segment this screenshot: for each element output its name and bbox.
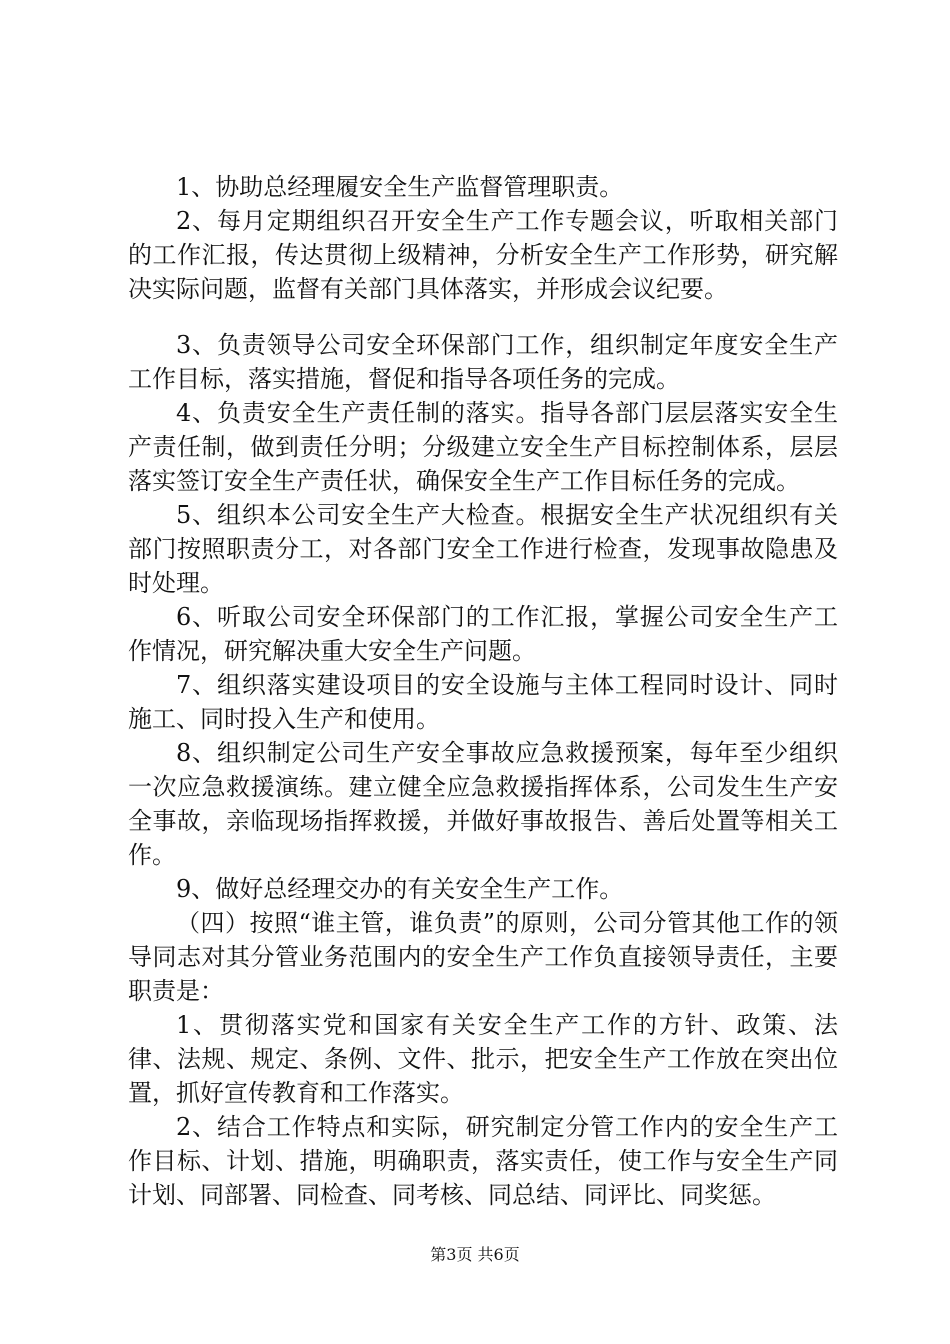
paragraph-4: 4、负责安全生产责任制的落实。指导各部门层层落实安全生产责任制，做到责任分明；分级建立安全生产目标控制体系，层层落实签订安全生产责任状，确保安全生产工作目标任务的完成。 [128, 399, 838, 495]
page-number-footer: 第3页 共6页 [430, 1245, 520, 1264]
paragraph-1: 1、协助总经理履安全生产监督管理职责。 [176, 173, 624, 201]
paragraph-6: 6、听取公司安全环保部门的工作汇报，掌握公司安全生产工作情况，研究解决重大安全生产问题。 [128, 603, 838, 665]
paragraph-3: 3、负责领导公司安全环保部门工作，组织制定年度安全生产工作目标，落实措施，督促和指导各项任务的完成。 [128, 331, 838, 393]
paragraph-7: 7、组织落实建设项目的安全设施与主体工程同时设计、同时施工、同时投入生产和使用。 [128, 671, 838, 733]
paragraph-5: 5、组织本公司安全生产大检查。根据安全生产状况组织有关部门按照职责分工，对各部门安全工作进行检查，发现事故隐患及时处理。 [128, 501, 838, 597]
section-four-heading-paragraph: （四）按照“谁主管，谁负责”的原则，公司分管其他工作的领导同志对其分管业务范围内的安全生产工作负直接领导责任，主要职责是： [128, 909, 838, 1005]
paragraph-9: 9、做好总经理交办的有关安全生产工作。 [176, 875, 624, 903]
paragraph-10: 1、贯彻落实党和国家有关安全生产工作的方针、政策、法律、法规、规定、条例、文件、批示，把安全生产工作放在突出位置，抓好宣传教育和工作落实。 [128, 1011, 838, 1107]
paragraph-2: 2、每月定期组织召开安全生产工作专题会议，听取相关部门的工作汇报，传达贯彻上级精神，分析安全生产工作形势，研究解决实际问题，监督有关部门具体落实，并形成会议纪要。 [128, 207, 838, 303]
document-body [128, 170, 838, 1212]
paragraph-11: 2、结合工作特点和实际，研究制定分管工作内的安全生产工作目标、计划、措施，明确职责，落实责任，使工作与安全生产同计划、同部署、同检查、同考核、同总结、同评比、同奖惩。 [128, 1113, 838, 1209]
paragraph-8: 8、组织制定公司生产安全事故应急救援预案，每年至少组织一次应急救援演练。建立健全应急救援指挥体系，公司发生生产安全事故，亲临现场指挥救援，并做好事故报告、善后处置等相关工作。 [128, 739, 838, 869]
